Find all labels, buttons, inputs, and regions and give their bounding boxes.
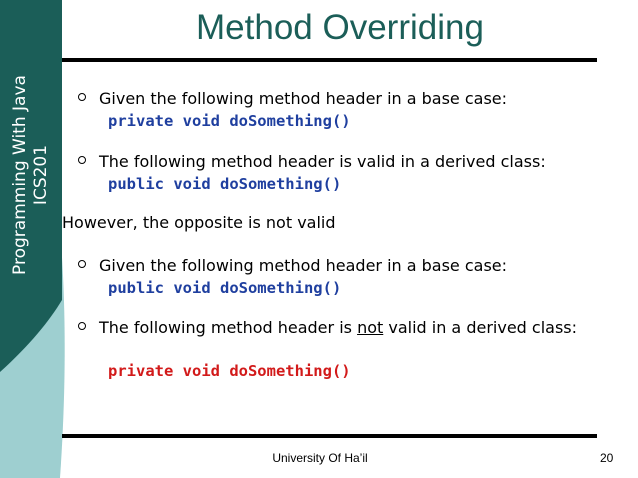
- bullet-2: [78, 152, 598, 172]
- bullet-4-text: [99, 318, 585, 338]
- hollow-circle-bullet-icon: [78, 322, 86, 330]
- sidebar-course-name: Programming With Java: [10, 75, 30, 275]
- hollow-circle-bullet-icon: [78, 260, 86, 268]
- bullet-3: [78, 256, 598, 276]
- sidebar-course-code: ICS201: [31, 144, 51, 206]
- slide-title: Method Overriding: [196, 8, 484, 47]
- bullet-4-text-before: The following method header is: [99, 318, 358, 337]
- bullet-2-text: The following method header is valid in a derived class:: [99, 152, 546, 171]
- bullet-3-text: Given the following method header in a base case:: [99, 256, 508, 275]
- hollow-circle-bullet-icon: [78, 93, 86, 101]
- page-number: 20: [600, 451, 614, 465]
- footer-institution: University Of Ha’il: [272, 451, 368, 465]
- bullet-4: [78, 318, 598, 338]
- code-line-4: private void doSomething(): [108, 362, 351, 380]
- bullet-4-emphasis: not: [357, 318, 384, 337]
- bullet-1-text: Given the following method header in a base case:: [99, 89, 508, 108]
- statement-text: However, the opposite is not valid: [62, 213, 336, 232]
- code-line-1: private void doSomething(): [108, 112, 351, 130]
- code-line-2: public void doSomething(): [108, 175, 342, 193]
- bullet-4-text-after: valid in a derived class:: [383, 318, 578, 337]
- code-line-3: public void doSomething(): [108, 279, 342, 297]
- footer-divider: [62, 434, 597, 438]
- bullet-1: [78, 89, 598, 109]
- hollow-circle-bullet-icon: [78, 156, 86, 164]
